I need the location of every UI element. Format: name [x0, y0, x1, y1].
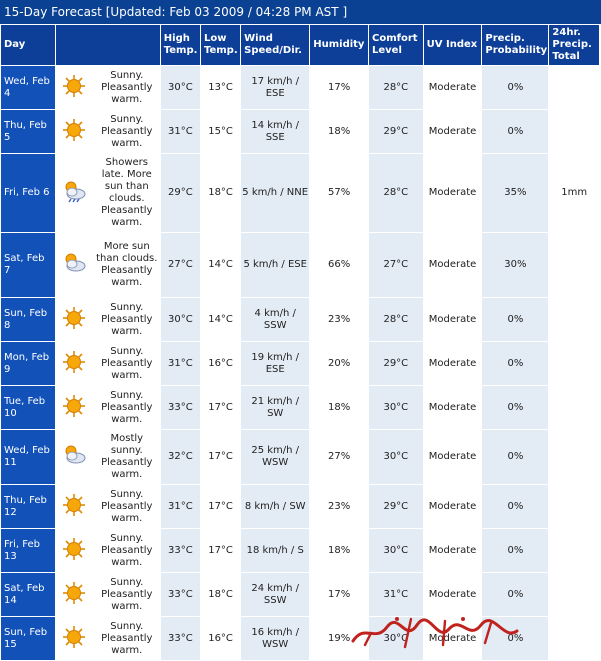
uv-cell: Moderate [424, 485, 482, 528]
comfort-cell: 30°C [369, 386, 423, 429]
partly-cloudy-icon [56, 233, 93, 297]
sunny-icon [56, 298, 93, 341]
day-cell: Wed, Feb 4 [1, 66, 55, 109]
high-temp-cell: 31°C [161, 342, 200, 385]
wind-cell: 16 km/h / WSW [241, 617, 309, 660]
table-row [1, 430, 599, 484]
high-temp-cell: 33°C [161, 386, 200, 429]
wind-cell: 4 km/h / SSW [241, 298, 309, 341]
partly-cloudy-icon [56, 430, 93, 484]
table-row [1, 298, 599, 341]
header-precip-total: 24hr. Precip. Total [549, 25, 599, 65]
sunny-icon [56, 66, 93, 109]
high-temp-cell: 31°C [161, 110, 200, 153]
humidity-cell: 57% [310, 154, 368, 232]
precip-prob-cell: 0% [482, 66, 548, 109]
day-cell: Sun, Feb 8 [1, 298, 55, 341]
condition-text: Sunny. Pleasantly warm. [94, 386, 160, 429]
high-temp-cell: 29°C [161, 154, 200, 232]
low-temp-cell: 13°C [201, 66, 240, 109]
page-title: 15-Day Forecast [Updated: Feb 03 2009 / 04:28 PM AST ] [0, 0, 601, 24]
precip-total-cell: 1mm [549, 154, 599, 232]
sunny-icon [56, 386, 93, 429]
humidity-cell: 17% [310, 573, 368, 616]
day-cell: Sun, Feb 15 [1, 617, 55, 660]
low-temp-cell: 16°C [201, 342, 240, 385]
condition-text: Sunny. Pleasantly warm. [94, 298, 160, 341]
day-cell: Thu, Feb 12 [1, 485, 55, 528]
high-temp-cell: 33°C [161, 573, 200, 616]
condition-text: Sunny. Pleasantly warm. [94, 617, 160, 660]
header-uv: UV Index [424, 25, 482, 65]
precip-total-cell [549, 386, 599, 429]
comfort-cell: 27°C [369, 233, 423, 297]
table-row [1, 573, 599, 616]
condition-text: Sunny. Pleasantly warm. [94, 110, 160, 153]
condition-text: Showers late. More sun than clouds. Pleasantly warm. [94, 154, 160, 232]
uv-cell: Moderate [424, 342, 482, 385]
precip-total-cell [549, 485, 599, 528]
sunny-icon [56, 342, 93, 385]
precip-total-cell [549, 233, 599, 297]
condition-text: Sunny. Pleasantly warm. [94, 342, 160, 385]
wind-cell: 17 km/h / ESE [241, 66, 309, 109]
low-temp-cell: 15°C [201, 110, 240, 153]
table-row [1, 386, 599, 429]
humidity-cell: 17% [310, 66, 368, 109]
precip-prob-cell: 0% [482, 342, 548, 385]
low-temp-cell: 16°C [201, 617, 240, 660]
humidity-cell: 20% [310, 342, 368, 385]
uv-cell: Moderate [424, 154, 482, 232]
precip-prob-cell: 0% [482, 485, 548, 528]
comfort-cell: 31°C [369, 573, 423, 616]
header-wind: Wind Speed/Dir. [241, 25, 309, 65]
comfort-cell: 29°C [369, 110, 423, 153]
day-cell: Fri, Feb 13 [1, 529, 55, 572]
table-row [1, 154, 599, 232]
precip-prob-cell: 0% [482, 386, 548, 429]
high-temp-cell: 30°C [161, 298, 200, 341]
precip-total-cell [549, 573, 599, 616]
condition-text: Sunny. Pleasantly warm. [94, 573, 160, 616]
precip-total-cell [549, 529, 599, 572]
humidity-cell: 19% [310, 617, 368, 660]
sunny-icon [56, 110, 93, 153]
wind-cell: 24 km/h / SSW [241, 573, 309, 616]
header-low-temp: Low Temp. [201, 25, 240, 65]
wind-cell: 18 km/h / S [241, 529, 309, 572]
table-row [1, 233, 599, 297]
header-row [1, 25, 599, 65]
humidity-cell: 23% [310, 298, 368, 341]
low-temp-cell: 17°C [201, 386, 240, 429]
header-conditions [56, 25, 160, 65]
header-high-temp: High Temp. [161, 25, 200, 65]
precip-total-cell [549, 617, 599, 660]
precip-prob-cell: 0% [482, 430, 548, 484]
wind-cell: 5 km/h / ESE [241, 233, 309, 297]
precip-prob-cell: 0% [482, 298, 548, 341]
uv-cell: Moderate [424, 573, 482, 616]
day-cell: Wed, Feb 11 [1, 430, 55, 484]
low-temp-cell: 17°C [201, 529, 240, 572]
sunny-icon [56, 485, 93, 528]
day-cell: Tue, Feb 10 [1, 386, 55, 429]
condition-text: Sunny. Pleasantly warm. [94, 529, 160, 572]
wind-cell: 14 km/h / SSE [241, 110, 309, 153]
precip-prob-cell: 0% [482, 529, 548, 572]
high-temp-cell: 31°C [161, 485, 200, 528]
precip-prob-cell: 0% [482, 573, 548, 616]
signature-watermark [345, 613, 525, 651]
low-temp-cell: 14°C [201, 233, 240, 297]
humidity-cell: 18% [310, 529, 368, 572]
sunny-icon [56, 529, 93, 572]
comfort-cell: 29°C [369, 342, 423, 385]
precip-prob-cell: 0% [482, 617, 548, 660]
high-temp-cell: 33°C [161, 529, 200, 572]
low-temp-cell: 18°C [201, 573, 240, 616]
precip-prob-cell: 30% [482, 233, 548, 297]
condition-text: Mostly sunny. Pleasantly warm. [94, 430, 160, 484]
sunny-icon [56, 573, 93, 616]
day-cell: Sat, Feb 7 [1, 233, 55, 297]
wind-cell: 21 km/h / SW [241, 386, 309, 429]
humidity-cell: 23% [310, 485, 368, 528]
precip-total-cell [549, 298, 599, 341]
wind-cell: 19 km/h / ESE [241, 342, 309, 385]
comfort-cell: 30°C [369, 529, 423, 572]
high-temp-cell: 32°C [161, 430, 200, 484]
uv-cell: Moderate [424, 430, 482, 484]
uv-cell: Moderate [424, 110, 482, 153]
condition-text: More sun than clouds. Pleasantly warm. [94, 233, 160, 297]
uv-cell: Moderate [424, 617, 482, 660]
condition-text: Sunny. Pleasantly warm. [94, 485, 160, 528]
low-temp-cell: 14°C [201, 298, 240, 341]
uv-cell: Moderate [424, 233, 482, 297]
uv-cell: Moderate [424, 529, 482, 572]
header-comfort: Comfort Level [369, 25, 423, 65]
humidity-cell: 18% [310, 386, 368, 429]
wind-cell: 5 km/h / NNE [241, 154, 309, 232]
table-row [1, 485, 599, 528]
high-temp-cell: 27°C [161, 233, 200, 297]
uv-cell: Moderate [424, 298, 482, 341]
table-row [1, 342, 599, 385]
precip-total-cell [549, 110, 599, 153]
comfort-cell: 30°C [369, 430, 423, 484]
sunny-icon [56, 617, 93, 660]
condition-text: Sunny. Pleasantly warm. [94, 66, 160, 109]
humidity-cell: 66% [310, 233, 368, 297]
humidity-cell: 27% [310, 430, 368, 484]
precip-total-cell [549, 430, 599, 484]
uv-cell: Moderate [424, 66, 482, 109]
comfort-cell: 29°C [369, 485, 423, 528]
table-row [1, 529, 599, 572]
precip-prob-cell: 0% [482, 110, 548, 153]
comfort-cell: 28°C [369, 154, 423, 232]
header-day: Day [1, 25, 55, 65]
table-row [1, 110, 599, 153]
day-cell: Sat, Feb 14 [1, 573, 55, 616]
uv-cell: Moderate [424, 386, 482, 429]
humidity-cell: 18% [310, 110, 368, 153]
header-precip-prob: Precip. Probability [482, 25, 548, 65]
day-cell: Fri, Feb 6 [1, 154, 55, 232]
comfort-cell: 28°C [369, 66, 423, 109]
precip-prob-cell: 35% [482, 154, 548, 232]
high-temp-cell: 30°C [161, 66, 200, 109]
comfort-cell: 28°C [369, 298, 423, 341]
day-cell: Mon, Feb 9 [1, 342, 55, 385]
low-temp-cell: 17°C [201, 430, 240, 484]
wind-cell: 8 km/h / SW [241, 485, 309, 528]
header-humidity: Humidity [310, 25, 368, 65]
table-row [1, 66, 599, 109]
comfort-cell: 30°C [369, 617, 423, 660]
high-temp-cell: 33°C [161, 617, 200, 660]
precip-total-cell [549, 342, 599, 385]
precip-total-cell [549, 66, 599, 109]
wind-cell: 25 km/h / WSW [241, 430, 309, 484]
showers-icon [56, 154, 93, 232]
day-cell: Thu, Feb 5 [1, 110, 55, 153]
low-temp-cell: 17°C [201, 485, 240, 528]
low-temp-cell: 18°C [201, 154, 240, 232]
forecast-table [0, 24, 600, 661]
